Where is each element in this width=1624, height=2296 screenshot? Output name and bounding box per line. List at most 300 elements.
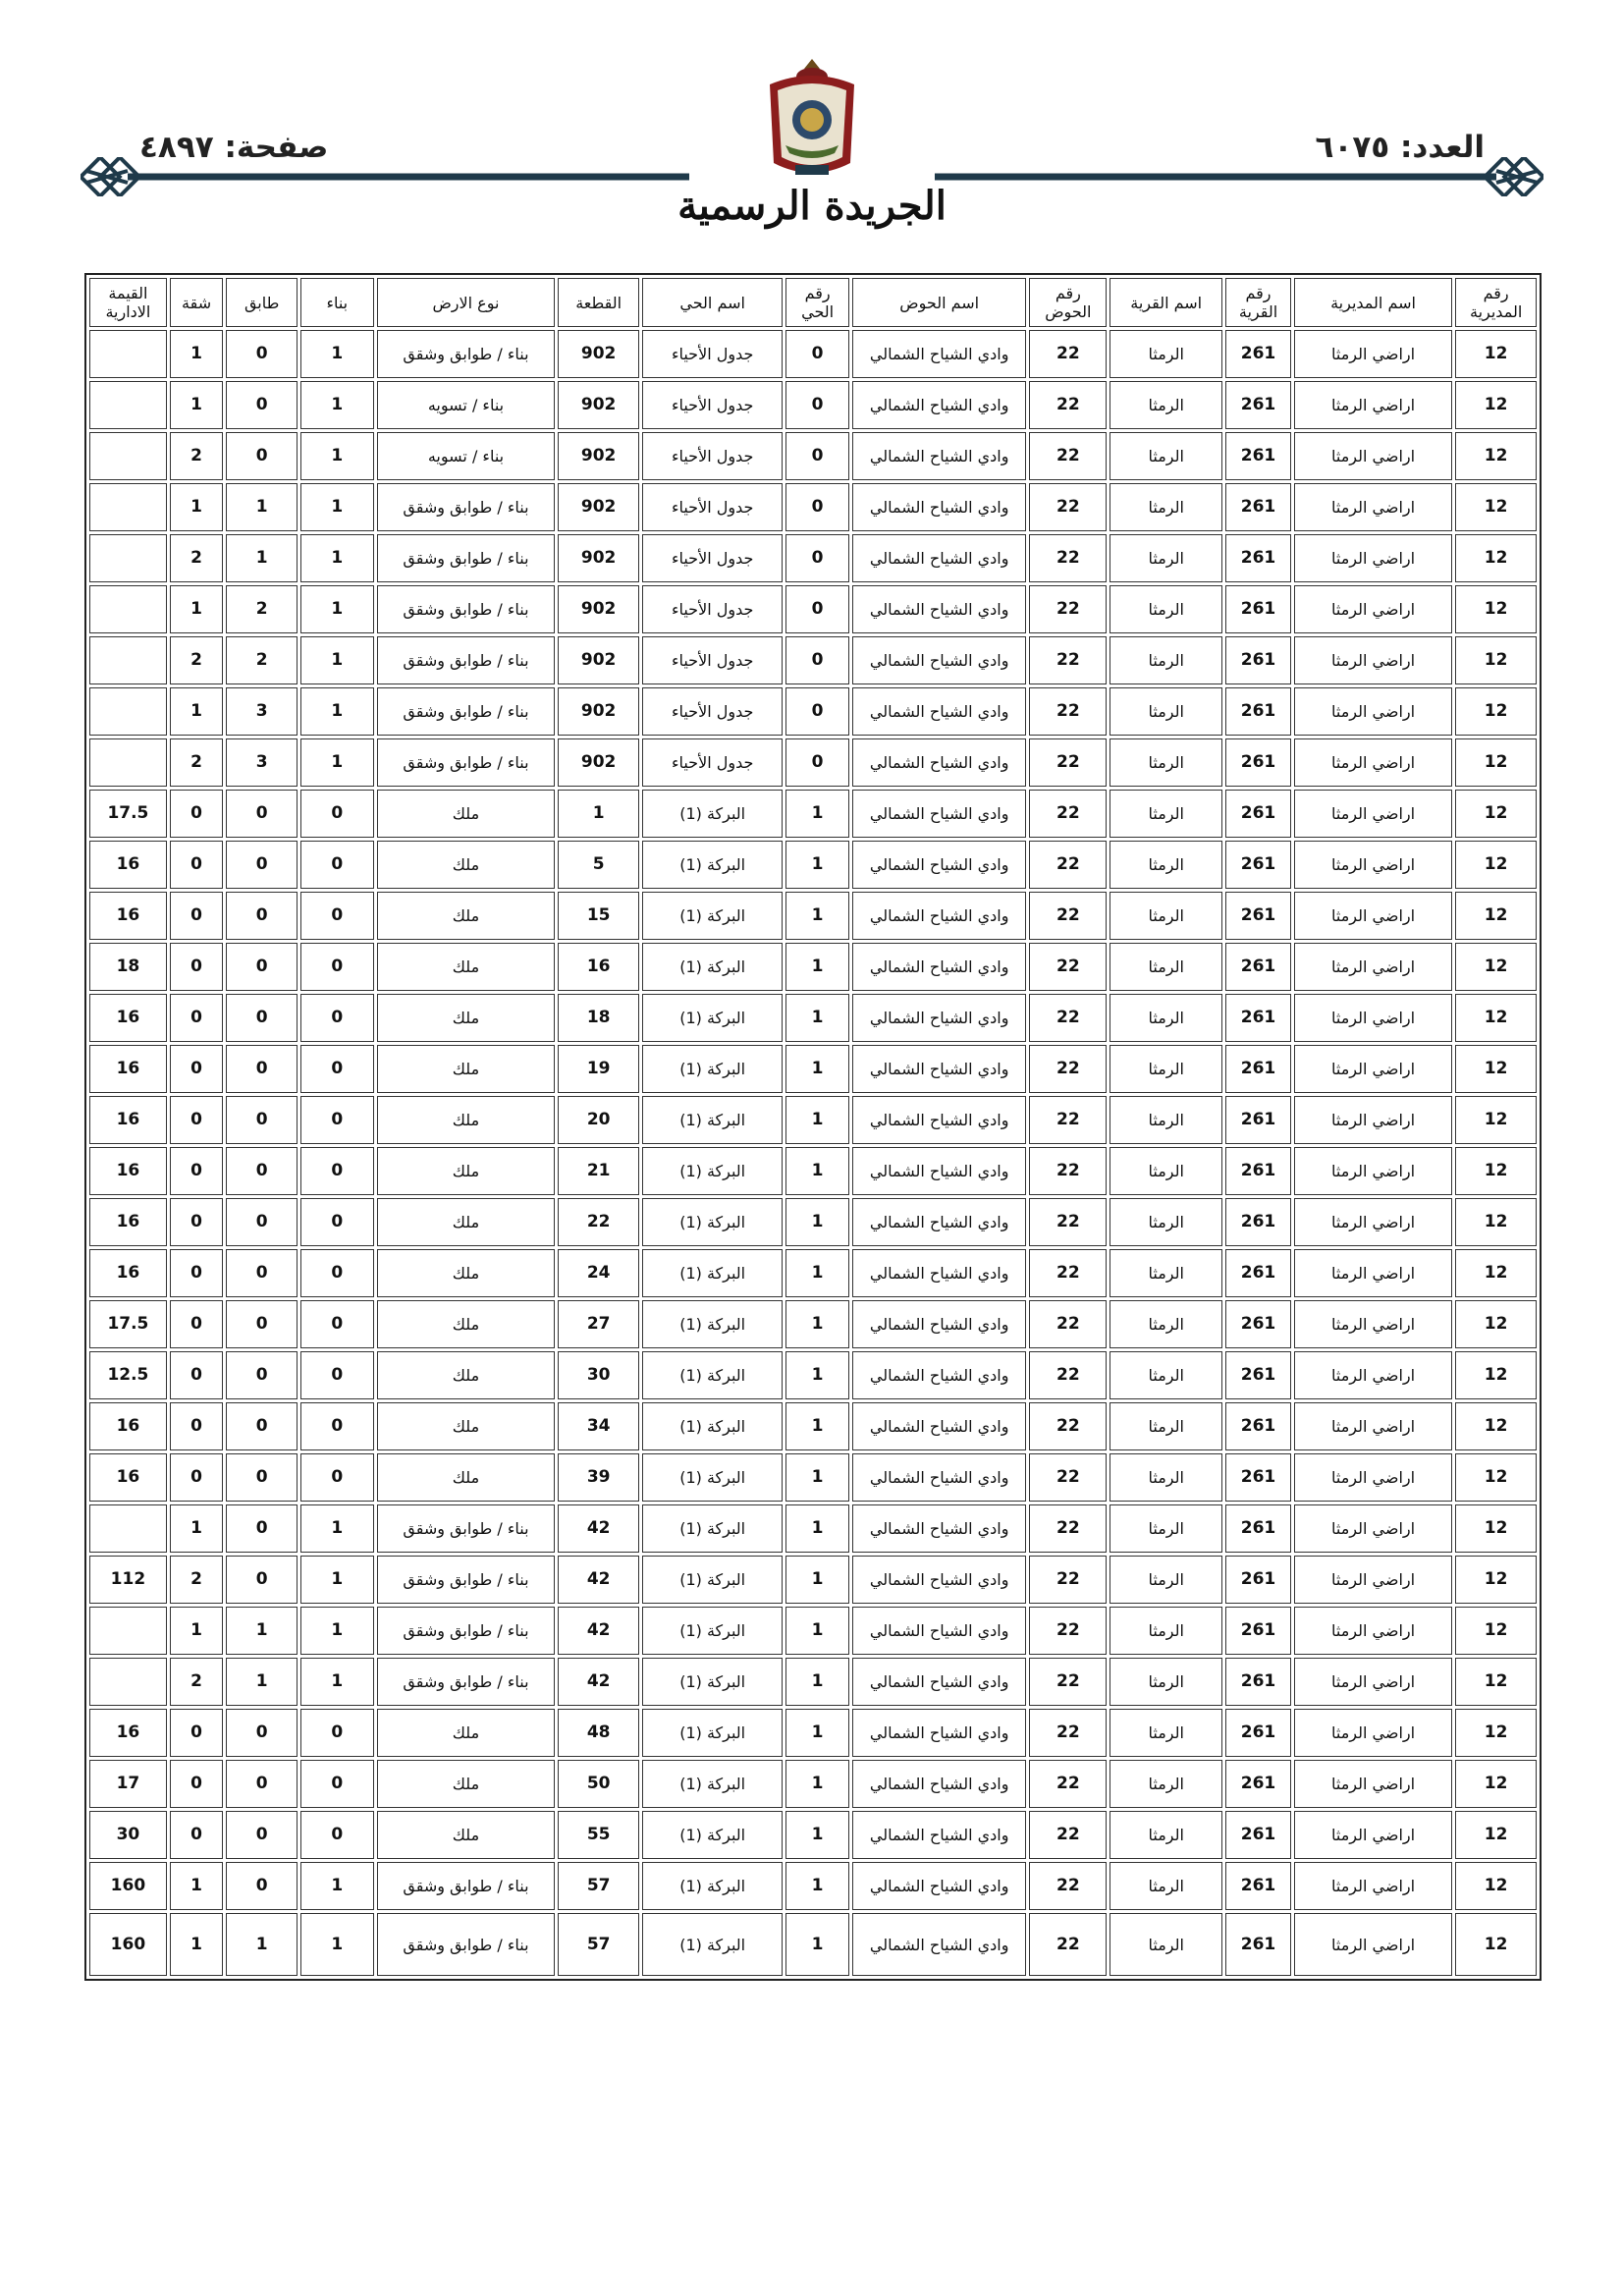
- table-cell: الرمثا: [1110, 381, 1222, 429]
- table-cell: 1: [170, 1913, 223, 1976]
- table-cell: 0: [300, 994, 374, 1042]
- table-cell: اراضي الرمثا: [1294, 1045, 1452, 1093]
- table-cell: 22: [1029, 1096, 1107, 1144]
- table-cell: 12: [1455, 1402, 1537, 1450]
- table-cell: بناء / تسويه: [377, 432, 556, 480]
- table-cell: 16: [89, 892, 167, 940]
- table-row: [89, 1709, 1537, 1757]
- table-row: [89, 1045, 1537, 1093]
- table-cell: 0: [300, 1811, 374, 1859]
- table-cell: 0: [226, 381, 298, 429]
- table-cell: اراضي الرمثا: [1294, 943, 1452, 991]
- table-cell: 0: [300, 1198, 374, 1246]
- table-cell: 902: [558, 330, 639, 378]
- table-row: [89, 1607, 1537, 1655]
- table-cell: 0: [226, 1147, 298, 1195]
- table-cell: بناء / طوابق وشقق: [377, 483, 556, 531]
- table-cell: 0: [170, 1249, 223, 1297]
- table-cell: وادي الشياح الشمالي: [852, 1045, 1027, 1093]
- table-row: [89, 1453, 1537, 1502]
- table-cell: وادي الشياح الشمالي: [852, 1760, 1027, 1808]
- table-row: [89, 892, 1537, 940]
- table-cell: 12: [1455, 1913, 1537, 1976]
- table-cell: 0: [300, 1709, 374, 1757]
- table-cell: الرمثا: [1110, 1709, 1222, 1757]
- table-cell: 0: [226, 790, 298, 838]
- table-cell: الرمثا: [1110, 1249, 1222, 1297]
- table-cell: ملك: [377, 1300, 556, 1348]
- table-cell: اراضي الرمثا: [1294, 1709, 1452, 1757]
- table-cell: جدول الأحياء: [642, 585, 783, 633]
- table-cell: 261: [1225, 1147, 1291, 1195]
- table-cell: 0: [170, 1811, 223, 1859]
- table-cell: 22: [1029, 1811, 1107, 1859]
- table-cell: اراضي الرمثا: [1294, 534, 1452, 582]
- table-cell: 22: [558, 1198, 639, 1246]
- table-cell: 0: [226, 1045, 298, 1093]
- table-row: [89, 1249, 1537, 1297]
- table-cell: 12: [1455, 687, 1537, 736]
- table-cell: 22: [1029, 790, 1107, 838]
- table-row: [89, 1504, 1537, 1553]
- table-cell: وادي الشياح الشمالي: [852, 1658, 1027, 1706]
- table-cell: 22: [1029, 1045, 1107, 1093]
- table-cell: 1: [170, 1607, 223, 1655]
- table-cell: ملك: [377, 1351, 556, 1399]
- table-cell: 16: [89, 1096, 167, 1144]
- table-row: [89, 483, 1537, 531]
- column-header: اسم المديرية: [1294, 278, 1452, 327]
- table-cell: 0: [785, 432, 849, 480]
- table-cell: 261: [1225, 790, 1291, 838]
- table-cell: وادي الشياح الشمالي: [852, 994, 1027, 1042]
- table-cell: 112: [89, 1556, 167, 1604]
- table-cell: 30: [558, 1351, 639, 1399]
- table-cell: 1: [785, 1709, 849, 1757]
- table-cell: 12: [1455, 1607, 1537, 1655]
- table-cell: 0: [170, 1760, 223, 1808]
- table-cell: 261: [1225, 1045, 1291, 1093]
- table-row: [89, 1147, 1537, 1195]
- table-cell: 1: [785, 1249, 849, 1297]
- table-cell: الرمثا: [1110, 943, 1222, 991]
- table-cell: 22: [1029, 1402, 1107, 1450]
- table-cell: 22: [1029, 1147, 1107, 1195]
- table-cell: اراضي الرمثا: [1294, 330, 1452, 378]
- table-cell: 17: [89, 1760, 167, 1808]
- table-cell: 1: [785, 1453, 849, 1502]
- table-cell: 261: [1225, 1198, 1291, 1246]
- table-cell: اراضي الرمثا: [1294, 1658, 1452, 1706]
- table-cell: 57: [558, 1913, 639, 1976]
- table-cell: 0: [226, 1402, 298, 1450]
- table-cell: 902: [558, 381, 639, 429]
- table-cell: 1: [785, 1096, 849, 1144]
- table-cell: 0: [226, 841, 298, 889]
- table-cell: 2: [170, 1658, 223, 1706]
- table-cell: 1: [300, 738, 374, 787]
- table-cell: وادي الشياح الشمالي: [852, 1147, 1027, 1195]
- table-cell: بناء / طوابق وشقق: [377, 1862, 556, 1910]
- column-header: طابق: [226, 278, 298, 327]
- table-cell: اراضي الرمثا: [1294, 432, 1452, 480]
- table-cell: اراضي الرمثا: [1294, 1402, 1452, 1450]
- table-cell: البركة (1): [642, 1862, 783, 1910]
- table-cell: وادي الشياح الشمالي: [852, 534, 1027, 582]
- table-cell: بناء / طوابق وشقق: [377, 738, 556, 787]
- gazette-title: الجريدة الرسمية: [677, 183, 947, 229]
- table-cell: وادي الشياح الشمالي: [852, 330, 1027, 378]
- table-row: [89, 1198, 1537, 1246]
- table-cell: الرمثا: [1110, 738, 1222, 787]
- table-cell: 12: [1455, 1249, 1537, 1297]
- table-cell: 22: [1029, 994, 1107, 1042]
- table-cell: [89, 381, 167, 429]
- table-cell: بناء / طوابق وشقق: [377, 1913, 556, 1976]
- table-cell: الرمثا: [1110, 892, 1222, 940]
- table-cell: 1: [785, 1147, 849, 1195]
- table-cell: 1: [300, 534, 374, 582]
- table-cell: 22: [1029, 687, 1107, 736]
- table-cell: 16: [89, 1453, 167, 1502]
- table-cell: 22: [1029, 1300, 1107, 1348]
- table-cell: بناء / طوابق وشقق: [377, 1504, 556, 1553]
- table-cell: 261: [1225, 1249, 1291, 1297]
- table-cell: 22: [1029, 330, 1107, 378]
- table-row: [89, 1811, 1537, 1859]
- table-cell: 12: [1455, 841, 1537, 889]
- table-cell: 0: [226, 1453, 298, 1502]
- table-cell: 21: [558, 1147, 639, 1195]
- table-cell: 30: [89, 1811, 167, 1859]
- table-cell: اراضي الرمثا: [1294, 1453, 1452, 1502]
- table-cell: جدول الأحياء: [642, 483, 783, 531]
- table-cell: الرمثا: [1110, 330, 1222, 378]
- table-cell: اراضي الرمثا: [1294, 1300, 1452, 1348]
- table-cell: الرمثا: [1110, 1096, 1222, 1144]
- table-cell: 1: [785, 841, 849, 889]
- table-row: [89, 1862, 1537, 1910]
- table-cell: وادي الشياح الشمالي: [852, 841, 1027, 889]
- table-cell: وادي الشياح الشمالي: [852, 1300, 1027, 1348]
- table-cell: وادي الشياح الشمالي: [852, 1453, 1027, 1502]
- column-header: القيمة الادارية: [89, 278, 167, 327]
- table-cell: الرمثا: [1110, 1147, 1222, 1195]
- table-cell: 0: [300, 1045, 374, 1093]
- table-cell: 12: [1455, 943, 1537, 991]
- table-cell: 1: [300, 381, 374, 429]
- table-cell: اراضي الرمثا: [1294, 892, 1452, 940]
- table-cell: 22: [1029, 943, 1107, 991]
- table-cell: 55: [558, 1811, 639, 1859]
- table-cell: 1: [785, 1198, 849, 1246]
- table-cell: [89, 483, 167, 531]
- table-cell: وادي الشياح الشمالي: [852, 636, 1027, 684]
- table-cell: 1: [226, 1913, 298, 1976]
- table-cell: البركة (1): [642, 1300, 783, 1348]
- table-cell: [89, 534, 167, 582]
- table-cell: 0: [226, 1556, 298, 1604]
- table-cell: الرمثا: [1110, 1300, 1222, 1348]
- table-cell: اراضي الرمثا: [1294, 1607, 1452, 1655]
- table-cell: وادي الشياح الشمالي: [852, 790, 1027, 838]
- table-row: [89, 432, 1537, 480]
- table-cell: الرمثا: [1110, 1556, 1222, 1604]
- table-cell: 0: [170, 1147, 223, 1195]
- table-body: [89, 330, 1537, 1976]
- table-cell: 1: [785, 1862, 849, 1910]
- table-row: [89, 585, 1537, 633]
- table-cell: 0: [785, 738, 849, 787]
- land-valuation-table: [84, 273, 1542, 1981]
- table-cell: 0: [785, 687, 849, 736]
- table-cell: الرمثا: [1110, 1607, 1222, 1655]
- table-cell: ملك: [377, 1811, 556, 1859]
- table-cell: 0: [170, 1402, 223, 1450]
- table-cell: 0: [300, 1300, 374, 1348]
- table-cell: 20: [558, 1096, 639, 1144]
- table-cell: 2: [226, 636, 298, 684]
- table-cell: 1: [785, 1760, 849, 1808]
- table-cell: 0: [226, 1811, 298, 1859]
- table-cell: 1: [785, 1607, 849, 1655]
- table-cell: [89, 738, 167, 787]
- table-row: [89, 994, 1537, 1042]
- table-cell: 16: [89, 1147, 167, 1195]
- table-cell: 902: [558, 738, 639, 787]
- table-cell: 12: [1455, 1351, 1537, 1399]
- table-cell: وادي الشياح الشمالي: [852, 1913, 1027, 1976]
- table-cell: الرمثا: [1110, 1045, 1222, 1093]
- table-cell: البركة (1): [642, 1709, 783, 1757]
- table-cell: اراضي الرمثا: [1294, 1147, 1452, 1195]
- table-cell: 0: [226, 1862, 298, 1910]
- table-row: [89, 790, 1537, 838]
- table-cell: 22: [1029, 381, 1107, 429]
- table-cell: اراضي الرمثا: [1294, 1096, 1452, 1144]
- table-cell: البركة (1): [642, 1658, 783, 1706]
- table-cell: جدول الأحياء: [642, 738, 783, 787]
- table-cell: ملك: [377, 1249, 556, 1297]
- table-cell: 16: [89, 1249, 167, 1297]
- table-cell: 1: [170, 1504, 223, 1553]
- table-cell: [89, 1658, 167, 1706]
- table-cell: بناء / طوابق وشقق: [377, 636, 556, 684]
- table-cell: بناء / طوابق وشقق: [377, 585, 556, 633]
- table-cell: 2: [170, 738, 223, 787]
- table-cell: 12: [1455, 1811, 1537, 1859]
- table-cell: 0: [170, 1453, 223, 1502]
- table-cell: الرمثا: [1110, 534, 1222, 582]
- table-cell: اراضي الرمثا: [1294, 790, 1452, 838]
- table-cell: 12.5: [89, 1351, 167, 1399]
- table-cell: اراضي الرمثا: [1294, 1862, 1452, 1910]
- table-cell: البركة (1): [642, 994, 783, 1042]
- table-cell: البركة (1): [642, 1504, 783, 1553]
- table-cell: وادي الشياح الشمالي: [852, 1709, 1027, 1757]
- table-cell: 261: [1225, 1658, 1291, 1706]
- table-cell: 0: [170, 1709, 223, 1757]
- table-cell: ملك: [377, 790, 556, 838]
- table-cell: 16: [89, 1045, 167, 1093]
- table-cell: 0: [300, 841, 374, 889]
- table-cell: جدول الأحياء: [642, 534, 783, 582]
- table-cell: 0: [226, 1504, 298, 1553]
- table-cell: البركة (1): [642, 1402, 783, 1450]
- table-cell: 1: [170, 1862, 223, 1910]
- table-header-row: [89, 278, 1537, 327]
- table-cell: وادي الشياح الشمالي: [852, 687, 1027, 736]
- table-cell: 0: [170, 1096, 223, 1144]
- table-cell: بناء / طوابق وشقق: [377, 330, 556, 378]
- table-cell: 0: [785, 636, 849, 684]
- jordan-coat-of-arms-icon: [756, 55, 868, 189]
- table-cell: 1: [300, 330, 374, 378]
- table-cell: 12: [1455, 636, 1537, 684]
- table-cell: اراضي الرمثا: [1294, 1249, 1452, 1297]
- table-cell: [89, 1504, 167, 1553]
- table-cell: 261: [1225, 1402, 1291, 1450]
- table-cell: 18: [89, 943, 167, 991]
- table-cell: 50: [558, 1760, 639, 1808]
- table-cell: 0: [170, 1300, 223, 1348]
- table-cell: ملك: [377, 943, 556, 991]
- table-cell: 0: [226, 1300, 298, 1348]
- table-cell: 1: [785, 1351, 849, 1399]
- table-cell: ملك: [377, 1760, 556, 1808]
- table-cell: 12: [1455, 738, 1537, 787]
- table-cell: 0: [300, 1453, 374, 1502]
- table-cell: 261: [1225, 636, 1291, 684]
- table-cell: 0: [226, 1249, 298, 1297]
- table-cell: جدول الأحياء: [642, 432, 783, 480]
- table-cell: 1: [785, 1811, 849, 1859]
- table-cell: 1: [785, 1658, 849, 1706]
- table-cell: 261: [1225, 330, 1291, 378]
- table-cell: 17.5: [89, 1300, 167, 1348]
- table-row: [89, 1556, 1537, 1604]
- table-cell: 0: [170, 841, 223, 889]
- table-cell: بناء / طوابق وشقق: [377, 534, 556, 582]
- table-cell: 902: [558, 483, 639, 531]
- table-cell: 0: [170, 1351, 223, 1399]
- table-cell: 0: [785, 585, 849, 633]
- table-row: [89, 1913, 1537, 1976]
- table-cell: 0: [300, 892, 374, 940]
- table-cell: 1: [170, 483, 223, 531]
- table-cell: 12: [1455, 1504, 1537, 1553]
- table-cell: 22: [1029, 534, 1107, 582]
- table-cell: 261: [1225, 432, 1291, 480]
- table-cell: 0: [226, 1198, 298, 1246]
- table-cell: 12: [1455, 534, 1537, 582]
- table-cell: 1: [785, 1402, 849, 1450]
- table-cell: الرمثا: [1110, 841, 1222, 889]
- table-cell: البركة (1): [642, 1811, 783, 1859]
- column-header: بناء: [300, 278, 374, 327]
- table-cell: 34: [558, 1402, 639, 1450]
- table-cell: 1: [785, 1045, 849, 1093]
- table-cell: ملك: [377, 1453, 556, 1502]
- table-cell: 0: [170, 1198, 223, 1246]
- table-cell: 1: [226, 1658, 298, 1706]
- table-cell: اراضي الرمثا: [1294, 381, 1452, 429]
- table-cell: 1: [226, 534, 298, 582]
- table-cell: اراضي الرمثا: [1294, 841, 1452, 889]
- table-cell: الرمثا: [1110, 1913, 1222, 1976]
- table-cell: 1: [785, 1504, 849, 1553]
- table-cell: وادي الشياح الشمالي: [852, 738, 1027, 787]
- table-cell: 0: [226, 330, 298, 378]
- table-cell: 1: [170, 330, 223, 378]
- table-cell: وادي الشياح الشمالي: [852, 1607, 1027, 1655]
- table-cell: 0: [170, 1045, 223, 1093]
- table-cell: 902: [558, 432, 639, 480]
- table-cell: الرمثا: [1110, 1453, 1222, 1502]
- table-cell: 902: [558, 585, 639, 633]
- table-cell: 902: [558, 636, 639, 684]
- table-cell: 22: [1029, 892, 1107, 940]
- table-cell: 12: [1455, 585, 1537, 633]
- table-cell: 0: [300, 1147, 374, 1195]
- table-cell: 0: [226, 892, 298, 940]
- table-cell: الرمثا: [1110, 1658, 1222, 1706]
- table-cell: البركة (1): [642, 1453, 783, 1502]
- table-cell: البركة (1): [642, 1556, 783, 1604]
- table-cell: 261: [1225, 1862, 1291, 1910]
- table-cell: 261: [1225, 1351, 1291, 1399]
- table-cell: 19: [558, 1045, 639, 1093]
- table-cell: [89, 330, 167, 378]
- table-cell: 22: [1029, 483, 1107, 531]
- table-cell: 12: [1455, 483, 1537, 531]
- table-cell: اراضي الرمثا: [1294, 636, 1452, 684]
- table-cell: 57: [558, 1862, 639, 1910]
- table-cell: ملك: [377, 1096, 556, 1144]
- table-cell: 0: [170, 943, 223, 991]
- table-cell: 16: [558, 943, 639, 991]
- table-cell: 0: [226, 1096, 298, 1144]
- table-cell: 12: [1455, 1862, 1537, 1910]
- table-cell: البركة (1): [642, 1147, 783, 1195]
- table-cell: ملك: [377, 841, 556, 889]
- table-cell: الرمثا: [1110, 483, 1222, 531]
- table-cell: 261: [1225, 738, 1291, 787]
- table-cell: 0: [226, 943, 298, 991]
- table-row: [89, 1402, 1537, 1450]
- table-cell: جدول الأحياء: [642, 636, 783, 684]
- table-cell: 261: [1225, 841, 1291, 889]
- table-cell: 160: [89, 1862, 167, 1910]
- table-cell: 12: [1455, 994, 1537, 1042]
- table-cell: 902: [558, 687, 639, 736]
- table-cell: 24: [558, 1249, 639, 1297]
- table-row: [89, 381, 1537, 429]
- table-row: [89, 330, 1537, 378]
- table-cell: الرمثا: [1110, 432, 1222, 480]
- table-cell: 0: [170, 994, 223, 1042]
- table-cell: جدول الأحياء: [642, 381, 783, 429]
- table-cell: 261: [1225, 943, 1291, 991]
- table-cell: 0: [300, 1096, 374, 1144]
- table-cell: 12: [1455, 1147, 1537, 1195]
- table-cell: اراضي الرمثا: [1294, 1198, 1452, 1246]
- table-cell: الرمثا: [1110, 790, 1222, 838]
- table-cell: 12: [1455, 1556, 1537, 1604]
- table-cell: 42: [558, 1504, 639, 1553]
- table-cell: 1: [300, 1504, 374, 1553]
- table-cell: 3: [226, 738, 298, 787]
